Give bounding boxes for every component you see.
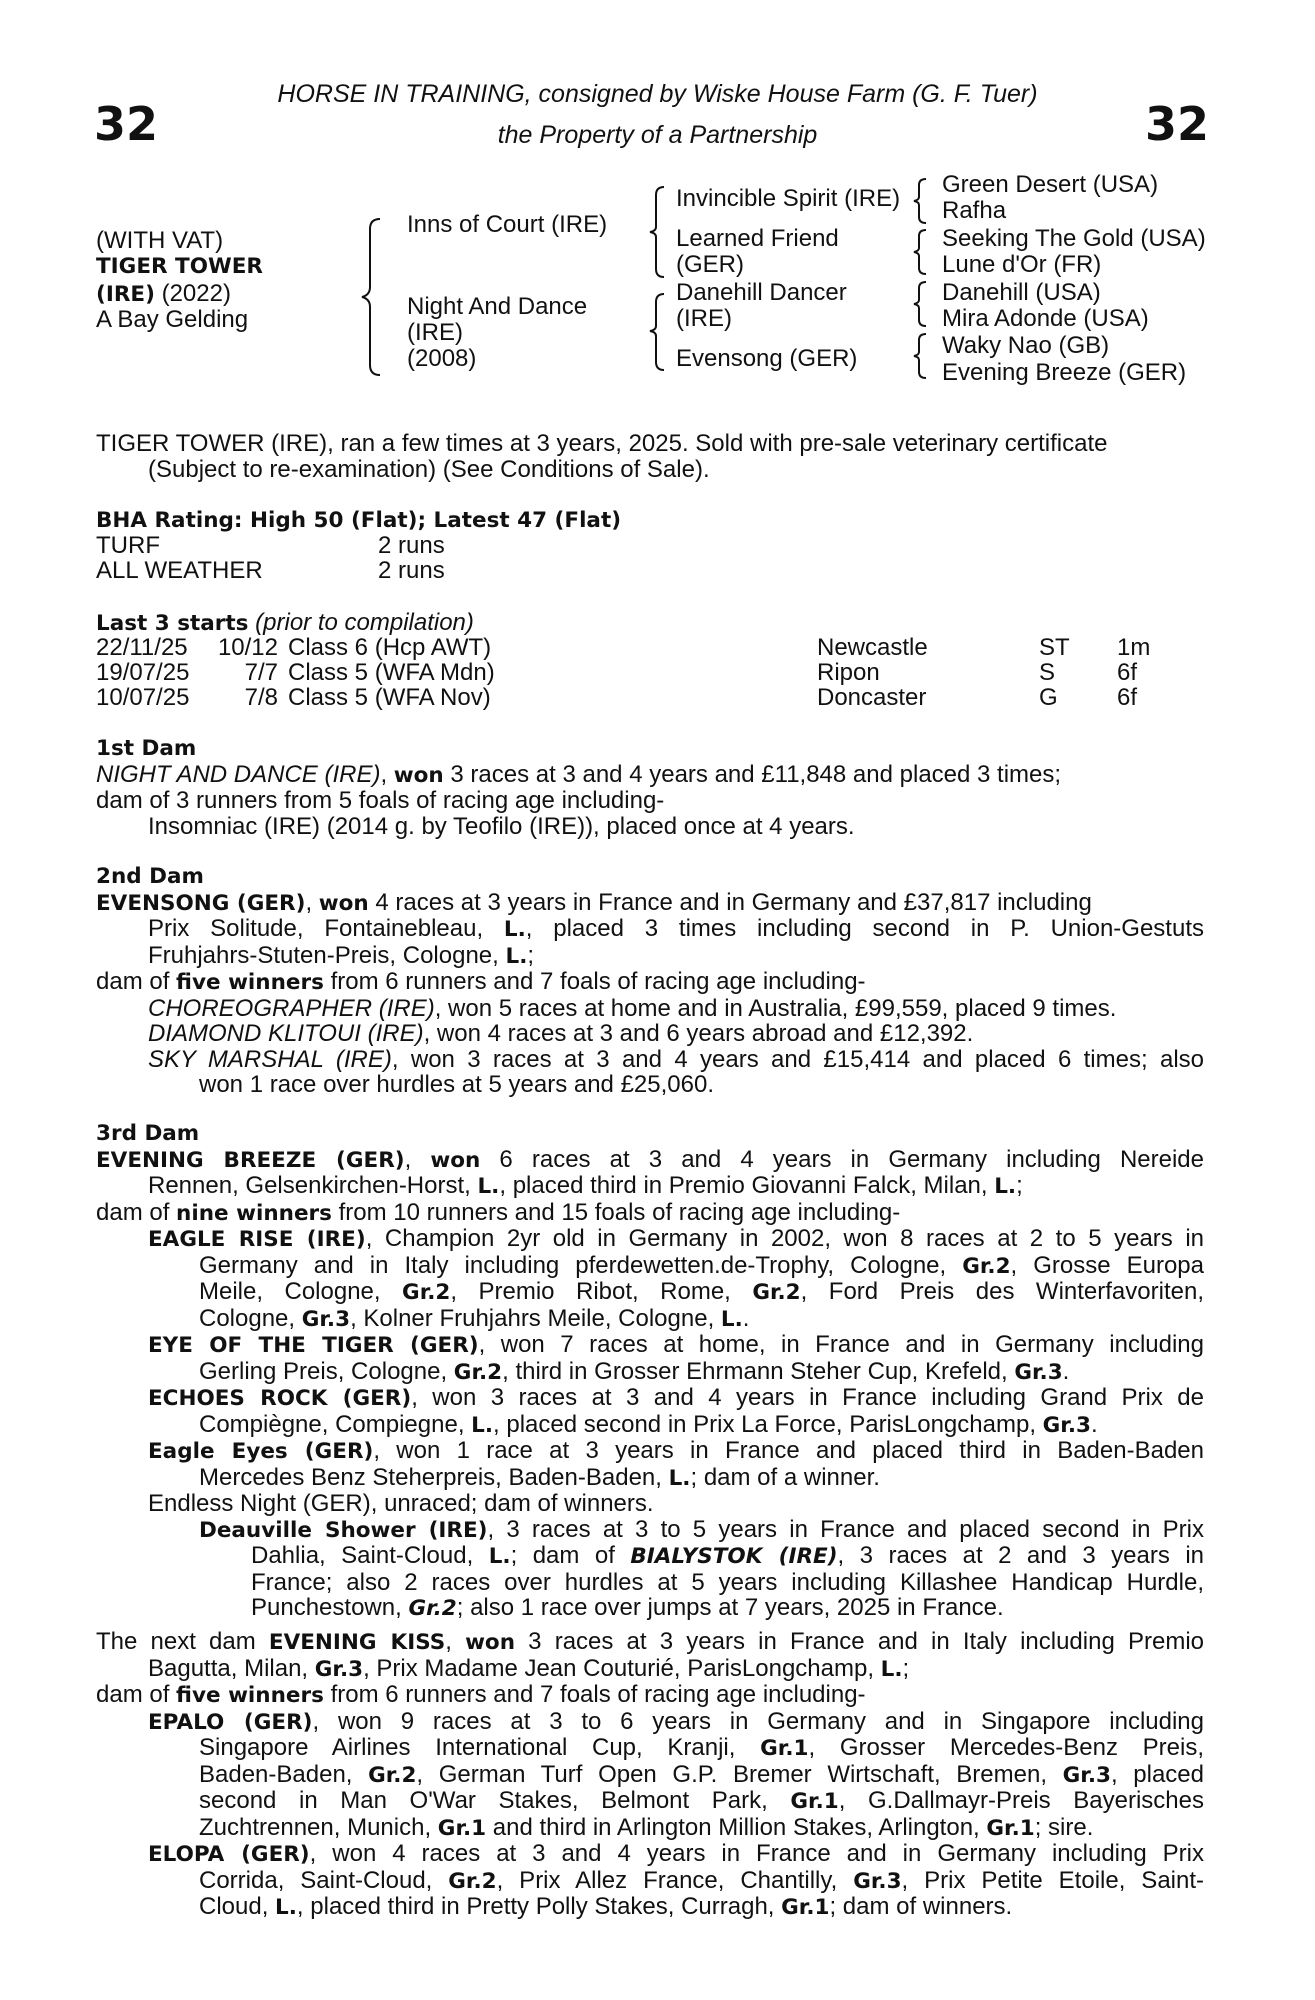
intro-line2: (Subject to re-examination) (See Conditions of Sale). <box>148 456 710 483</box>
first-dam-line2: dam of 3 runners from 5 foals of racing age including- <box>96 787 665 814</box>
eye-of-tiger-line2: Gerling Preis, Cologne, Gr.2, third in Grosser Ehrmann Steher Cup, Krefeld, Gr.3. <box>199 1357 1070 1385</box>
second-dam-produce-1: CHOREOGRAPHER (IRE), won 5 races at home and in Australia, £99,559, placed 9 times. <box>148 994 1117 1022</box>
second-dam-section <box>96 864 1204 1098</box>
horse-country: (IRE) <box>96 282 155 307</box>
last-starts-title <box>96 610 474 637</box>
deauville-shower-line3: France; also 2 races over hurdles at 5 years including Killashee Handicap Hurdle, <box>251 1568 1204 1596</box>
epalo-line5: Zuchtrennen, Munich, Gr.1 and third in Arlington Million Stakes, Arlington, Gr.1; sire. <box>199 1813 1094 1841</box>
elopa-line3: Cloud, L., placed third in Pretty Polly Stakes, Curragh, Gr.1; dam of winners. <box>199 1893 1013 1920</box>
horse-name: TIGER TOWER <box>96 254 263 279</box>
start-2-class: Class 5 (WFA Mdn) <box>288 659 495 686</box>
second-dam-produce-3: SKY MARSHAL (IRE), won 3 races at 3 and 4 years and £15,414 and placed 6 times; also <box>148 1045 1205 1073</box>
third-dam-section <box>96 1121 1204 1622</box>
start-1-going: ST <box>1039 634 1070 661</box>
catalogue-header-line2: the Property of a Partnership <box>497 121 818 149</box>
start-1-class: Class 6 (Hcp AWT) <box>288 634 492 661</box>
pedigree-dam-sire-line1: Danehill Dancer <box>676 279 847 306</box>
horse-description: A Bay Gelding <box>96 306 249 333</box>
third-dam-line1: EVENING BREEZE (GER), won 6 races at 3 and 4 years in Germany including Nereide <box>96 1145 1204 1173</box>
start-1-date: 22/11/25 <box>96 634 188 661</box>
elopa-line1: ELOPA (GER), won 4 races at 3 and 4 years in France and in Germany including Prix <box>148 1840 1204 1867</box>
bha-rating-title: BHA Rating: High 50 (Flat); Latest 47 (Flat) <box>96 508 622 533</box>
last-starts-note: (prior to compilation) <box>248 609 474 636</box>
start-2-date: 19/07/25 <box>96 659 190 686</box>
start-3-class: Class 5 (WFA Nov) <box>288 684 491 711</box>
eagle-rise-line4: Cologne, Gr.3, Kolner Fruhjahrs Meile, Cologne, L.. <box>199 1304 750 1332</box>
deauville-shower-line1: Deauville Shower (IRE), 3 races at 3 to 5 years in France and placed second in Prix <box>199 1515 1205 1543</box>
second-dam-line1: EVENSONG (GER), won 4 races at 3 years in France and in Germany and £37,817 including <box>96 888 1092 916</box>
pedigree-ggs-4: Lune d'Or (FR) <box>942 251 1102 278</box>
start-3-date: 10/07/25 <box>96 684 190 711</box>
start-2-course: Ripon <box>817 659 880 686</box>
third-dam-title: 3rd Dam <box>96 1121 200 1146</box>
echoes-rock-line1: ECHOES ROCK (GER), won 3 races at 3 and 4 years in France including Grand Prix de <box>148 1384 1204 1411</box>
start-1-position: 10/12 <box>217 634 278 661</box>
rating-turf-value: 2 runs <box>378 532 445 559</box>
eagle-rise-line1: EAGLE RISE (IRE), Champion 2yr old in Germany in 2002, won 8 races at 2 to 5 years in <box>148 1225 1205 1252</box>
next-dam-line2: Bagutta, Milan, Gr.3, Prix Madame Jean Couturié, ParisLongchamp, L.; <box>148 1654 910 1682</box>
pedigree-brace-g2 <box>912 228 930 276</box>
pedigree-ggs-2: Rafha <box>942 197 1007 224</box>
first-dam-name: NIGHT AND DANCE (IRE) <box>96 760 381 788</box>
start-2-position: 7/7 <box>244 659 278 686</box>
eagle-rise-line3: Meile, Cologne, Gr.2, Premio Ribot, Rome, Gr.2, Ford Preis des Winterfavoriten, <box>199 1278 1204 1305</box>
pedigree-ggs-8: Evening Breeze (GER) <box>942 359 1187 386</box>
first-dam-title: 1st Dam <box>96 736 197 761</box>
second-dam-produce-summary: dam of five winners from 6 runners and 7 foals of racing age including- <box>96 968 866 995</box>
pedigree-dam-line2: (IRE) <box>407 319 463 346</box>
start-1-course: Newcastle <box>817 634 928 661</box>
pedigree-brace-dam <box>648 292 668 372</box>
next-dam-produce-summary: dam of five winners from 6 runners and 7 foals of racing age including- <box>96 1681 866 1708</box>
third-dam-line2: Rennen, Gelsenkirchen-Horst, L., placed third in Premio Giovanni Falck, Milan, L.; <box>148 1172 1023 1199</box>
start-3-position: 7/8 <box>244 684 278 711</box>
pedigree-ggs-1: Green Desert (USA) <box>942 171 1159 198</box>
pedigree-ggs-3: Seeking The Gold (USA) <box>942 225 1206 252</box>
start-2-going: S <box>1039 659 1056 686</box>
pedigree-ggs-7: Waky Nao (GB) <box>942 332 1110 359</box>
pedigree-ggs-6: Mira Adonde (USA) <box>942 305 1149 332</box>
last-starts-heading: Last 3 starts <box>96 611 249 636</box>
horse-suffix-year <box>96 281 231 308</box>
lot-number-left: 32 <box>94 97 159 151</box>
pedigree-brace-sire <box>648 185 668 280</box>
start-1-distance: 1m <box>1117 634 1151 661</box>
pedigree-brace-main <box>360 217 388 377</box>
deauville-shower-line2: Dahlia, Saint-Cloud, L.; dam of BIALYSTOK (IRE), 3 races at 2 and 3 years in <box>251 1542 1205 1569</box>
epalo-line1: EPALO (GER), won 9 races at 3 to 6 years in Germany and in Singapore including <box>148 1707 1204 1735</box>
next-dam-section <box>96 1629 1204 1921</box>
epalo-line2: Singapore Airlines International Cup, Kranji, Gr.1, Grosser Mercedes-Benz Preis, <box>199 1734 1205 1761</box>
epalo-line3: Baden-Baden, Gr.2, German Turf Open G.P. Bremer Wirtschaft, Bremen, Gr.3, placed <box>199 1760 1205 1788</box>
second-dam-line3: Fruhjahrs-Stuten-Preis, Cologne, L.; <box>148 941 535 969</box>
eagle-rise-line2: Germany and in Italy including pferdewetten.de-Trophy, Cologne, Gr.2, Grosse Europa <box>199 1251 1204 1279</box>
epalo-line4: second in Man O'War Stakes, Belmont Park, Gr.1, G.Dallmayr-Preis Bayerisches <box>199 1787 1204 1814</box>
elopa-line2: Corrida, Saint-Cloud, Gr.2, Prix Allez France, Chantilly, Gr.3, Prix Petite Etoile, Saint- <box>199 1866 1205 1894</box>
start-3-going: G <box>1039 684 1058 711</box>
pedigree-sire-dam-line2: (GER) <box>676 251 744 278</box>
pedigree-sire-sire: Invincible Spirit (IRE) <box>676 185 901 212</box>
next-dam-name: EVENING KISS <box>268 1630 446 1655</box>
second-dam-produce-3b: won 1 race over hurdles at 5 years and £25,060. <box>199 1071 714 1098</box>
pedigree-brace-g3 <box>912 280 930 328</box>
endless-night-line: Endless Night (GER), unraced; dam of winners. <box>148 1490 654 1517</box>
vat-label: (WITH VAT) <box>96 227 224 254</box>
second-dam-produce-2: DIAMOND KLITOUI (IRE), won 4 races at 3 and 6 years abroad and £12,392. <box>148 1020 974 1047</box>
intro-line1: TIGER TOWER (IRE), ran a few times at 3 years, 2025. Sold with pre-sale veterinary certificate <box>96 430 1108 457</box>
first-dam-produce-1: Insomniac (IRE) (2014 g. by Teofilo (IRE)), placed once at 4 years. <box>148 812 855 840</box>
start-2-distance: 6f <box>1117 659 1138 686</box>
deauville-shower-line4: Punchestown, Gr.2; also 1 race over jumps at 7 years, 2025 in France. <box>251 1594 1004 1621</box>
pedigree-dam-dam: Evensong (GER) <box>676 345 858 372</box>
pedigree-sire-dam-line1: Learned Friend <box>676 225 839 252</box>
lot-number-right: 32 <box>1145 97 1210 151</box>
third-dam-produce-summary: dam of nine winners from 10 runners and 15 foals of racing age including- <box>96 1198 901 1226</box>
first-dam-line1: NIGHT AND DANCE (IRE), won 3 races at 3 and 4 years and £11,848 and placed 3 times; <box>96 760 1062 788</box>
pedigree-dam-sire-line2: (IRE) <box>676 305 732 332</box>
pedigree-sire: Inns of Court (IRE) <box>407 211 608 238</box>
pedigree-brace-g1 <box>912 177 930 225</box>
pedigree-dam-line3: (2008) <box>407 345 477 372</box>
rating-turf-label: TURF <box>96 532 160 559</box>
pedigree-ggs-5: Danehill (USA) <box>942 279 1101 306</box>
eye-of-tiger-line1: EYE OF THE TIGER (GER), won 7 races at home, in France and in Germany including <box>148 1331 1204 1358</box>
rating-aw-label: ALL WEATHER <box>96 557 263 584</box>
second-dam-name: EVENSONG (GER) <box>96 890 306 916</box>
pedigree-brace-g4 <box>912 332 930 380</box>
rating-aw-value: 2 runs <box>378 557 445 584</box>
second-dam-line2: Prix Solitude, Fontainebleau, L., placed 3 times including second in P. Union-Gestuts <box>148 915 1204 942</box>
start-3-distance: 6f <box>1117 684 1138 711</box>
next-dam-line1: The next dam EVENING KISS, won 3 races at 3 years in France and in Italy including Premio <box>96 1628 1204 1655</box>
first-dam-section <box>96 736 1204 839</box>
third-dam-name: EVENING BREEZE (GER) <box>96 1147 405 1173</box>
catalogue-header-line1: HORSE IN TRAINING, consigned by Wiske House Farm (G. F. Tuer) <box>277 80 1038 108</box>
eagle-eyes-line2: Mercedes Benz Steherpreis, Baden-Baden, L.; dam of a winner. <box>199 1463 880 1491</box>
second-dam-title: 2nd Dam <box>96 864 204 889</box>
eagle-eyes-line1: Eagle Eyes (GER), won 1 race at 3 years in France and placed third in Baden-Baden <box>148 1437 1204 1464</box>
echoes-rock-line2: Compiègne, Compiegne, L., placed second in Prix La Force, ParisLongchamp, Gr.3. <box>199 1410 1098 1438</box>
pedigree-dam-line1: Night And Dance <box>407 293 588 320</box>
horse-year: (2022) <box>154 280 231 307</box>
start-3-course: Doncaster <box>817 684 927 711</box>
